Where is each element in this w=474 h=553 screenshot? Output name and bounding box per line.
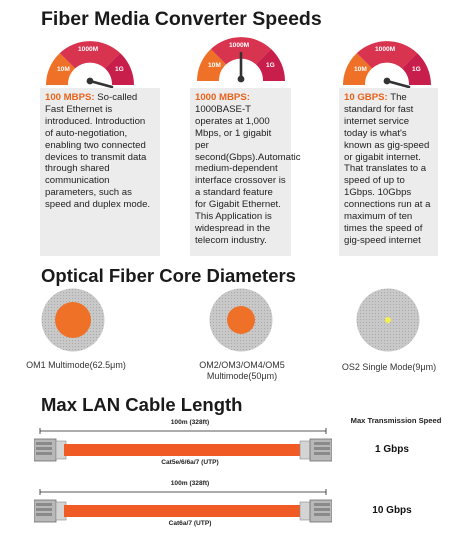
cable-category-label: Cat5e/6/6a/7 (UTP) <box>161 459 219 466</box>
gauge-10gbps <box>339 37 435 89</box>
gauge-1000mbps <box>193 33 289 85</box>
core-label-om1: OM1 Multimode(62.5μm) <box>26 360 126 370</box>
rj45-connector-right <box>300 439 332 461</box>
card-body: 1000BASE-T operates at 1,000 Mbps, or 1 gigabit per second(Gbps).Automatic medium-dependent interface crossover is a standard feature for Gigabit Ethernet. This Application is widespread in the telecom industry. <box>195 103 301 246</box>
card-body: So-called Fast Ethernet is introduced. Introduction of auto-negotiation, enabling two connected devices to transmit data through shared communication parameters, such as speed and duplex mode. <box>45 92 151 211</box>
cores-title: Optical Fiber Core Diameters <box>41 265 296 286</box>
speed-card-1000mbps <box>190 88 301 256</box>
card-heading: 100 MBPS: <box>45 92 95 103</box>
cable-body <box>64 505 302 517</box>
core-diagram-om2 <box>209 288 273 352</box>
gauge-100mbps <box>42 37 138 89</box>
cable-length-label: 100m (328ft) <box>170 480 210 487</box>
gauge-label-1000m: 1000M <box>229 42 250 49</box>
gauge-label-10m: 10M <box>354 66 367 73</box>
cable-body <box>64 444 302 456</box>
speed-card-100mbps <box>40 88 160 256</box>
cable-category-label: Cat6a/7 (UTP) <box>168 520 212 527</box>
rj45-connector-left <box>34 500 66 522</box>
rj45-connector-right <box>300 500 332 522</box>
core-diagram-om1 <box>41 288 105 352</box>
speeds-title: Fiber Media Converter Speeds <box>41 8 322 30</box>
core-om2 <box>227 306 255 334</box>
card-heading: 10 GBPS: <box>344 92 388 103</box>
gauge-needle <box>387 81 409 87</box>
gauge-label-1000m: 1000M <box>375 46 396 53</box>
speed-value-2: 10 Gbps <box>372 505 412 516</box>
rj45-connector-left <box>34 439 66 461</box>
gauge-label-1g: 1G <box>115 66 124 73</box>
core-diagram-os2 <box>356 288 420 352</box>
core-label-om2: OM2/OM3/OM4/OM5 Multimode(50μm) <box>199 360 285 381</box>
core-os2 <box>385 317 391 323</box>
gauge-label-10m: 10M <box>57 66 70 73</box>
cable-title: Max LAN Cable Length <box>41 394 243 415</box>
card-body: The standard for fast internet service today is what's known as gig-speed or gigabit internet. That translates to a speed of up to 1Gbps. 10Gbps connections run at a maximum of ten times the speed of gig-speed internet <box>344 92 431 246</box>
card-heading: 1000 MBPS: <box>195 92 250 103</box>
max-speed-header: Max Transmission Speed <box>350 416 442 425</box>
gauge-label-1g: 1G <box>412 66 421 73</box>
gauge-needle <box>90 81 112 87</box>
speed-card-10gbps <box>339 88 438 256</box>
gauge-label-1g: 1G <box>266 62 275 69</box>
speed-value-1: 1 Gbps <box>375 444 409 455</box>
core-label-os2: OS2 Single Mode(9μm) <box>341 362 437 372</box>
cable-length-label: 100m (328ft) <box>170 419 210 426</box>
core-om1 <box>55 302 91 338</box>
gauge-label-1000m: 1000M <box>78 46 99 53</box>
gauge-label-10m: 10M <box>208 62 221 69</box>
